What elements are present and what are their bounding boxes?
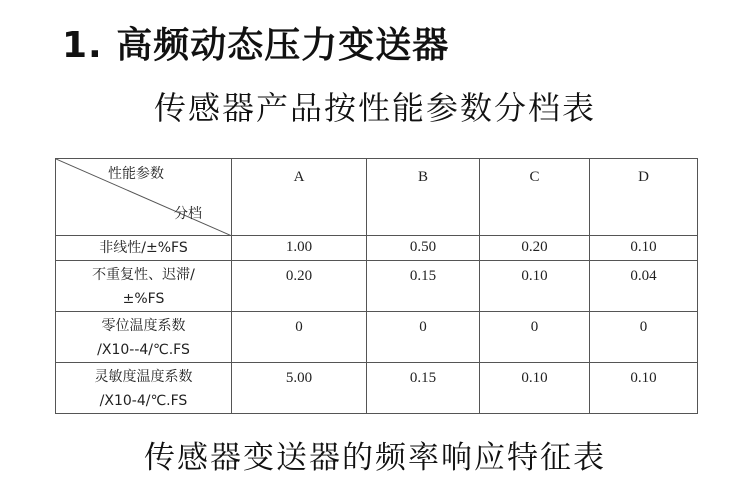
row-label-line1: 非线性/±%FS bbox=[99, 240, 188, 256]
column-header-c: C bbox=[480, 159, 590, 236]
row-label bbox=[56, 312, 232, 363]
row-label bbox=[56, 261, 232, 312]
row-label bbox=[56, 236, 232, 261]
table-cell: 0 bbox=[480, 312, 590, 363]
row-label-line2: /X10--4/℃.FS bbox=[97, 342, 190, 358]
table-cell: 0.15 bbox=[367, 363, 480, 414]
table-row bbox=[56, 312, 698, 363]
row-label-line2: ±%FS bbox=[122, 291, 165, 307]
row-label-line1: 零位温度系数 bbox=[101, 318, 186, 334]
table-cell: 0.10 bbox=[480, 261, 590, 312]
row-label-line2: /X10-4/℃.FS bbox=[99, 393, 188, 409]
grade-table-container bbox=[55, 158, 697, 414]
corner-cell bbox=[56, 159, 232, 236]
row-label-line1: 不重复性、迟滞/ bbox=[92, 267, 195, 283]
corner-label-grade: 分档 bbox=[174, 206, 202, 222]
table-cell: 0.50 bbox=[367, 236, 480, 261]
column-header-b: B bbox=[367, 159, 480, 236]
row-label-line1: 灵敏度温度系数 bbox=[94, 369, 193, 385]
corner-label-parameter: 性能参数 bbox=[108, 166, 164, 182]
table-title: 传感器产品按性能参数分档表 bbox=[153, 89, 596, 127]
table-cell: 0.04 bbox=[590, 261, 698, 312]
page-heading: 1. 高频动态压力变送器 bbox=[62, 25, 450, 66]
table-header-row bbox=[56, 159, 698, 236]
table-cell: 0.20 bbox=[480, 236, 590, 261]
table-cell: 0.10 bbox=[480, 363, 590, 414]
table-cell: 0.15 bbox=[367, 261, 480, 312]
table-row bbox=[56, 261, 698, 312]
grade-table bbox=[55, 158, 698, 414]
table-row bbox=[56, 236, 698, 261]
frequency-response-title: 传感器变送器的频率响应特征表 bbox=[144, 440, 606, 476]
column-header-d: D bbox=[590, 159, 698, 236]
table-cell: 0.20 bbox=[232, 261, 367, 312]
table-cell: 5.00 bbox=[232, 363, 367, 414]
table-cell: 0 bbox=[232, 312, 367, 363]
row-label bbox=[56, 363, 232, 414]
table-cell: 0 bbox=[367, 312, 480, 363]
column-header-a: A bbox=[232, 159, 367, 236]
table-cell: 0 bbox=[590, 312, 698, 363]
table-cell: 0.10 bbox=[590, 236, 698, 261]
table-cell: 1.00 bbox=[232, 236, 367, 261]
table-row bbox=[56, 363, 698, 414]
table-cell: 0.10 bbox=[590, 363, 698, 414]
